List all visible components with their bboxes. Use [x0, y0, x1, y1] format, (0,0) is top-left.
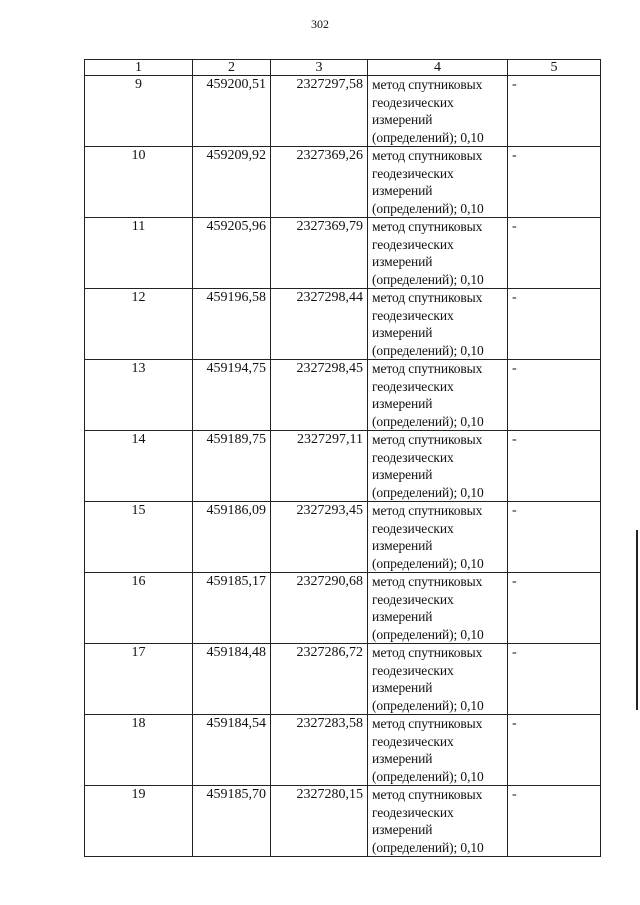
table-row	[85, 502, 601, 573]
point-number-cell: 18	[85, 715, 193, 786]
x-coordinate-cell: 459200,51	[193, 76, 271, 147]
x-coordinate-cell: 459184,54	[193, 715, 271, 786]
method-cell: метод спутниковых геодезических измерений (определений); 0,10	[368, 360, 508, 431]
note-cell: -	[508, 644, 601, 715]
y-coordinate-cell: 2327369,26	[271, 147, 368, 218]
method-cell: метод спутниковых геодезических измерений (определений); 0,10	[368, 573, 508, 644]
header-col-3: 3	[271, 60, 368, 76]
x-coordinate-cell: 459205,96	[193, 218, 271, 289]
x-coordinate-cell: 459196,58	[193, 289, 271, 360]
y-coordinate-cell: 2327297,58	[271, 76, 368, 147]
method-cell: метод спутниковых геодезических измерений (определений); 0,10	[368, 289, 508, 360]
point-number-cell: 17	[85, 644, 193, 715]
y-coordinate-cell: 2327298,44	[271, 289, 368, 360]
note-cell: -	[508, 502, 601, 573]
method-cell: метод спутниковых геодезических измерений (определений); 0,10	[368, 786, 508, 857]
table-header	[85, 60, 601, 76]
y-coordinate-cell: 2327293,45	[271, 502, 368, 573]
table-row	[85, 147, 601, 218]
note-cell: -	[508, 147, 601, 218]
y-coordinate-cell: 2327298,45	[271, 360, 368, 431]
x-coordinate-cell: 459185,17	[193, 573, 271, 644]
table-row	[85, 431, 601, 502]
y-coordinate-cell: 2327290,68	[271, 573, 368, 644]
y-coordinate-cell: 2327297,11	[271, 431, 368, 502]
point-number-cell: 14	[85, 431, 193, 502]
coordinates-table	[84, 59, 601, 857]
x-coordinate-cell: 459189,75	[193, 431, 271, 502]
scan-edge-mark	[636, 530, 638, 710]
note-cell: -	[508, 218, 601, 289]
header-col-1: 1	[85, 60, 193, 76]
y-coordinate-cell: 2327280,15	[271, 786, 368, 857]
point-number-cell: 16	[85, 573, 193, 644]
table-row	[85, 786, 601, 857]
note-cell: -	[508, 431, 601, 502]
table-row	[85, 573, 601, 644]
header-col-2: 2	[193, 60, 271, 76]
note-cell: -	[508, 715, 601, 786]
y-coordinate-cell: 2327286,72	[271, 644, 368, 715]
x-coordinate-cell: 459209,92	[193, 147, 271, 218]
method-cell: метод спутниковых геодезических измерений (определений); 0,10	[368, 644, 508, 715]
point-number-cell: 15	[85, 502, 193, 573]
point-number-cell: 13	[85, 360, 193, 431]
point-number-cell: 10	[85, 147, 193, 218]
note-cell: -	[508, 573, 601, 644]
method-cell: метод спутниковых геодезических измерений (определений); 0,10	[368, 76, 508, 147]
point-number-cell: 19	[85, 786, 193, 857]
y-coordinate-cell: 2327283,58	[271, 715, 368, 786]
x-coordinate-cell: 459184,48	[193, 644, 271, 715]
table-row	[85, 715, 601, 786]
table-row	[85, 289, 601, 360]
point-number-cell: 12	[85, 289, 193, 360]
method-cell: метод спутниковых геодезических измерений (определений); 0,10	[368, 147, 508, 218]
table-row	[85, 218, 601, 289]
header-row	[85, 60, 601, 76]
method-cell: метод спутниковых геодезических измерений (определений); 0,10	[368, 218, 508, 289]
x-coordinate-cell: 459185,70	[193, 786, 271, 857]
method-cell: метод спутниковых геодезических измерений (определений); 0,10	[368, 715, 508, 786]
page-number: 302	[311, 17, 329, 31]
point-number-cell: 11	[85, 218, 193, 289]
note-cell: -	[508, 786, 601, 857]
method-cell: метод спутниковых геодезических измерений (определений); 0,10	[368, 502, 508, 573]
table-row	[85, 360, 601, 431]
method-cell: метод спутниковых геодезических измерений (определений); 0,10	[368, 431, 508, 502]
table-row	[85, 644, 601, 715]
y-coordinate-cell: 2327369,79	[271, 218, 368, 289]
header-col-5: 5	[508, 60, 601, 76]
point-number-cell: 9	[85, 76, 193, 147]
x-coordinate-cell: 459194,75	[193, 360, 271, 431]
x-coordinate-cell: 459186,09	[193, 502, 271, 573]
table-body	[85, 76, 601, 857]
note-cell: -	[508, 76, 601, 147]
header-col-4: 4	[368, 60, 508, 76]
note-cell: -	[508, 289, 601, 360]
table-row	[85, 76, 601, 147]
note-cell: -	[508, 360, 601, 431]
